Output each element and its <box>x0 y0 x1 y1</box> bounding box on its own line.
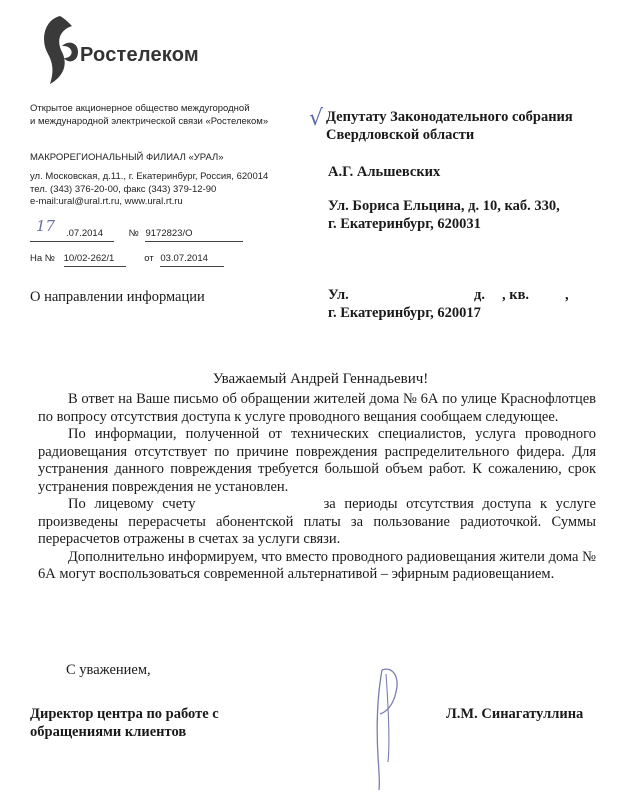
ref-from-value: 03.07.2014 <box>160 253 224 267</box>
rostelecom-logo-icon <box>38 10 82 90</box>
recipient-title <box>326 108 573 144</box>
reg-line <box>30 217 245 242</box>
sender-phone: тел. (343) 376-20-00, факс (343) 379-12-90 <box>30 183 217 195</box>
letter-body <box>38 391 596 584</box>
subject: О направлении информации <box>30 289 205 305</box>
paragraph-1: В ответ на Ваше письмо об обращении жителей дома № 6А по улице Краснофлотцев по вопросу отсутствия доступа к услуге проводного вещания сообщаем следующее. <box>38 391 596 425</box>
recipient-line1: Депутату Законодательного собрания <box>326 109 573 125</box>
signer-title <box>30 705 219 741</box>
sender-address: ул. Московская, д.11., г. Екатеринбург, Россия, 620014 <box>30 171 269 182</box>
recipient-address2-line <box>328 286 588 304</box>
paragraph-3-start: По лицевому счету <box>68 496 196 512</box>
signer-title-line1: Директор центра по работе с <box>30 706 219 722</box>
reg-num-label: № <box>128 228 139 239</box>
reg-date-suffix: .07.2014 <box>66 228 103 239</box>
ref-label: На № <box>30 253 55 264</box>
recipient-address <box>328 197 560 233</box>
recipient-addr1: Ул. Бориса Ельцина, д. 10, каб. 330, <box>328 198 560 214</box>
recipient-addr3-comma: , <box>565 287 569 303</box>
ref-line <box>30 253 224 267</box>
check-mark-icon: √ <box>309 106 324 131</box>
recipient-line2: Свердловской области <box>326 127 475 143</box>
sender-org-line1: Открытое акционерное общество междугородной <box>30 103 250 114</box>
recipient-addr4: г. Екатеринбург, 620017 <box>328 305 481 321</box>
logo-wordmark: Ростелеком <box>80 44 199 66</box>
reg-num-value: 9172823/О <box>145 228 243 242</box>
recipient-addr3-house: д. <box>474 287 485 303</box>
recipient-addr3-street: Ул. <box>328 287 349 303</box>
paragraph-4: Дополнительно информируем, что вместо проводного радиовещания жители дома № 6А могут воспользоваться современной альтернативой – эфирным радиовещанием. <box>38 548 596 582</box>
sender-contacts <box>30 171 268 209</box>
recipient-addr3-flat: , кв. <box>502 287 530 303</box>
greeting: Уважаемый Андрей Геннадьевич! <box>212 371 429 387</box>
signer-name: Л.М. Синагатуллина <box>446 706 584 722</box>
signer-title-line2: обращениями клиентов <box>30 724 187 740</box>
sender-branch: МАКРОРЕГИОНАЛЬНЫЙ ФИЛИАЛ «УРАЛ» <box>30 152 224 163</box>
paragraph-3 <box>38 496 596 549</box>
sender-block <box>30 103 268 128</box>
paragraph-2: По информации, полученной от технических специалистов, услуга проводного радиовещания отсутствует по причине повреждения распределительного фидера. Для устранения данного повреждения требуется большой объем работ. К сожалению, срок устранения повреждения не установлен. <box>38 426 596 495</box>
recipient-addr2: г. Екатеринбург, 620031 <box>328 216 481 232</box>
sender-org-line2: и международной электрической связи «Ростелеком» <box>30 115 269 127</box>
sender-email: e-mail:ural@ural.rt.ru, www.ural.rt.ru <box>30 196 183 207</box>
ref-value: 10/02-262/1 <box>64 253 126 267</box>
ref-from-label: от <box>144 253 154 264</box>
recipient-name: А.Г. Альшевских <box>328 164 441 180</box>
reg-date-field <box>30 217 114 242</box>
closing: С уважением, <box>66 662 151 678</box>
reg-date-handwritten: 17 <box>36 217 56 235</box>
paragraph-3-rest: за периоды отсутствия доступа к услуге произведены перерасчеты абонентской платы за пользование радиоточкой. Суммы перерасчетов отражены в счетах за услуги связи. <box>38 496 596 547</box>
handwritten-signature-icon <box>360 662 420 797</box>
